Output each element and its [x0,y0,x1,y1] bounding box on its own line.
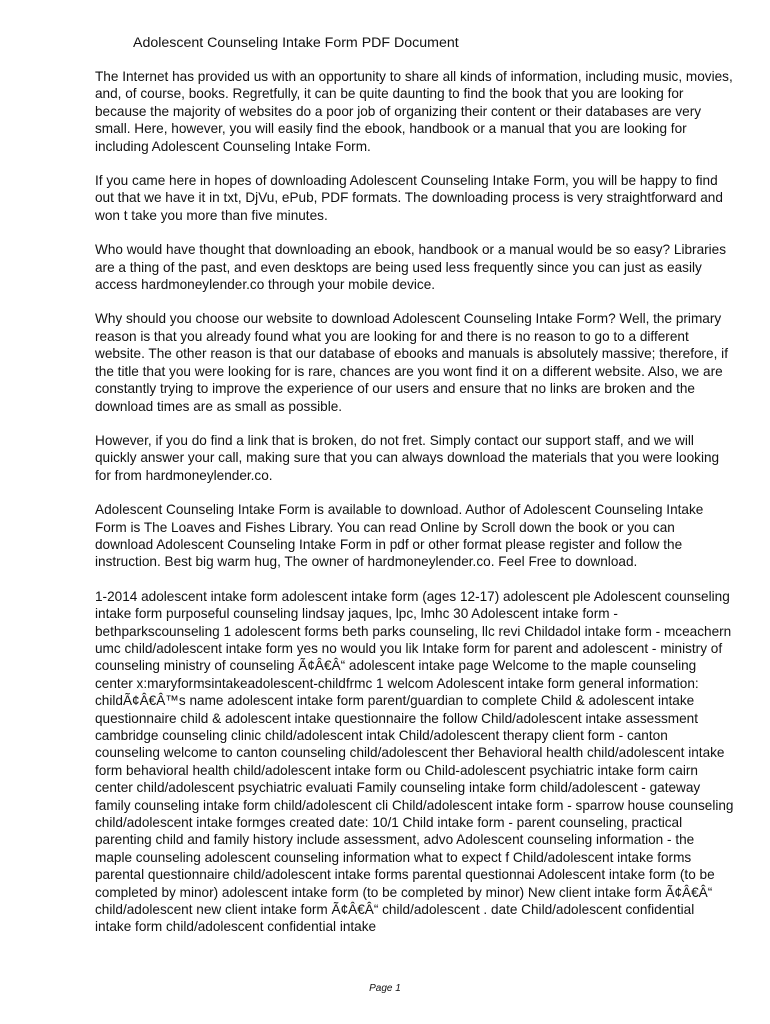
paragraph-availability: Adolescent Counseling Intake Form is available to download. Author of Adolescent Counseling Intake Form is The Loaves and Fishes Library. You can read Online by Scroll down the book or you can download Adolescent Counseling Intake Form in pdf or other format please register and follow the instruction. Best big warm hug, The owner of hardmoneylender.co. Feel Free to download. [95,502,704,570]
paragraph-formats: If you came here in hopes of downloading Adolescent Counseling Intake Form, you will be happy to find out that we have it in txt, DjVu, ePub, PDF formats. The downloading process is very straightforward and won t take you more than five minutes. [95,173,723,223]
paragraph-why-choose: Why should you choose our website to download Adolescent Counseling Intake Form? Well, the primary reason is that you already found what you are looking for and there is no reason to go to a different website. The other reason is that our database of ebooks and manuals is absolutely massive; therefore, if the title that you were looking for is rare, chances are you wont find it on a different website. Also, we are constantly trying to improve the experience of our users and ensure that no links are broken and the download times are as small as possible. [95,311,728,414]
paragraph-easy: Who would have thought that downloading an ebook, handbook or a manual would be so easy? Libraries are a thing of the past, and even desktops are being used less frequently since you can just as easily access hardmoneylender.co through your mobile device. [95,242,727,293]
page-number: Page 1 [369,983,401,994]
keywords-paragraph: 1-2014 adolescent intake form adolescent intake form (ages 12-17) adolescent ple Adolescent counseling intake form purposeful counseling lindsay jaques, lpc, lmhc 30 Adolescent intake form - bethparkscounseling 1 adolescent forms beth parks counseling, llc revi Childadol intake form - mceachern umc child/adolescent intake form yes no would you lik Intake form for parent and adolescent - ministry of counseling ministry of counseling Ã¢Â€Â“ adolescent intake page Welcome to the maple counseling center x:maryformsintakeadolescent-childfrmc 1 welcom Adolescent intake form general information: childÃ¢Â€Â™s name adolescent intake form parent/guardian to complete Child & adolescent intake questionnaire child & adolescent intake questionnaire the follow Child/adolescent intake assessment cambridge counseling clinic child/adolescent intak Child/adolescent therapy client form - canton counseling welcome to canton counseling child/adolescent ther Behavioral health child/adolescent intake form behavioral health child/adolescent intake form ou Child-adolescent psychiatric intake form cairn center child/adolescent psychiatric evaluati Family counseling intake form child/adolescent - gateway family counseling intake form child/adolescent cli Child/adolescent intake form - sparrow house counseling child/adolescent intake formges created date: 10/1 Child intake form - parent counseling, practical parenting child and family history include assessment, advo Adolescent counseling information - the maple counseling adolescent counseling information what to expect f Child/adolescent intake forms parental questionnaire child/adolescent intake forms parental questionnai Adolescent intake form (to be completed by minor) adolescent intake form (to be completed by minor) New client intake form Ã¢Â€Â“ child/adolescent new client intake form Ã¢Â€Â“ child/adolescent . date Child/adolescent confidential intake form child/adolescent confidential intake [95,588,734,935]
document-title: Adolescent Counseling Intake Form PDF Document [133,35,459,51]
paragraph-broken-link: However, if you do find a link that is broken, do not fret. Simply contact our support staff, and we will quickly answer your call, making sure that you can always download the materials that you were looking for from hardmoneylender.co. [95,432,720,483]
paragraph-intro: The Internet has provided us with an opportunity to share all kinds of information, including music, movies, and, of course, books. Regretfully, it can be quite daunting to find the book that you are looking for because the majority of websites do a poor job of organizing their content or their databases are very small. Here, however, you will easily find the ebook, handbook or a manual that you are looking for including Adolescent Counseling Intake Form. [95,69,733,154]
